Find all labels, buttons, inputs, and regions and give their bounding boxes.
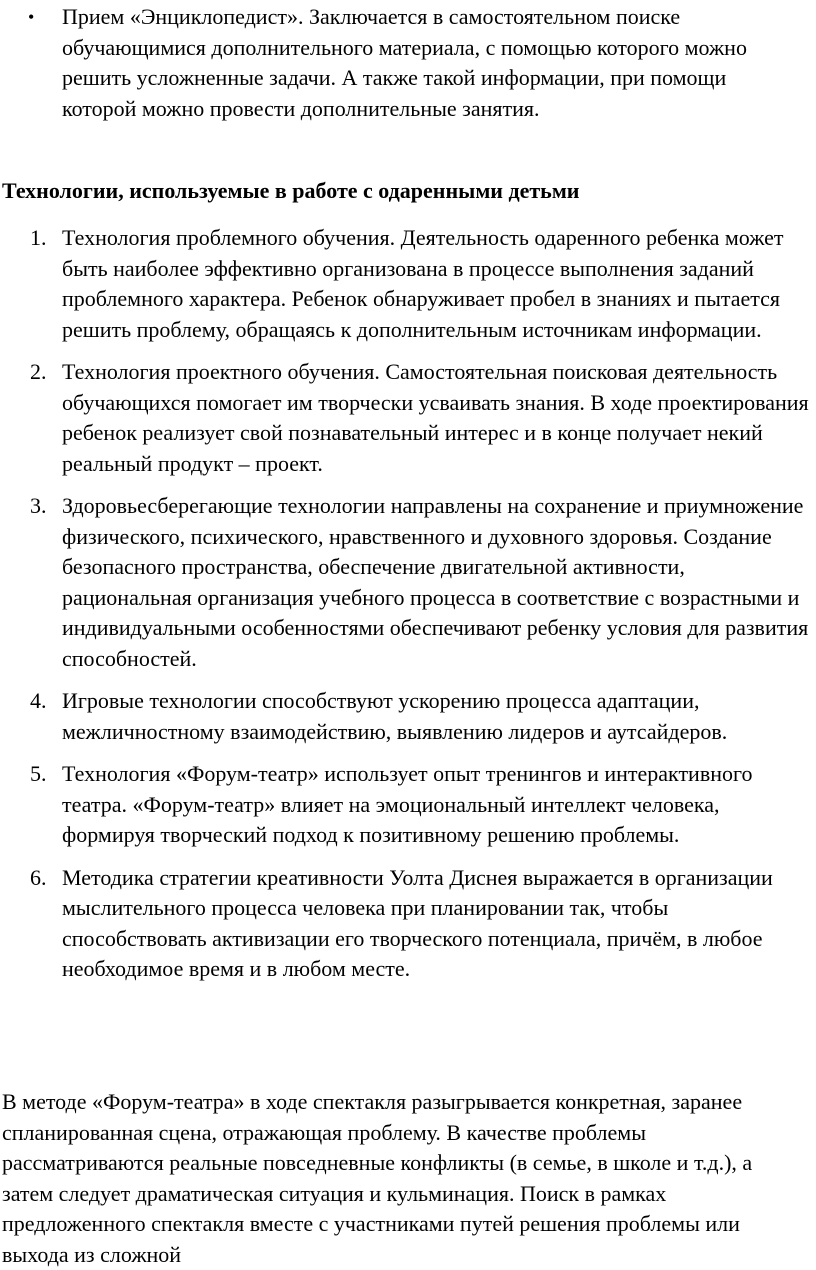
list-number: 4. (30, 688, 47, 713)
list-item (0, 2, 816, 124)
list-number: 5. (30, 761, 47, 786)
bullet-text: Прием «Энциклопедист». Заключается в самостоятельном поиске обучающимися дополнительного материала, с помощью которого можно решить усложненные задачи. А также такой информации, при помощи которой можно провести дополнительные занятия. (62, 4, 747, 121)
list-item (0, 357, 816, 479)
numbered-list (0, 223, 816, 997)
list-item (0, 223, 816, 345)
list-item (0, 686, 816, 747)
list-item-text: Игровые технологии способствуют ускорению процесса адаптации, межличностному взаимодействию, выявлению лидеров и аутсайдеров. (62, 688, 728, 744)
bullet-list (0, 2, 816, 124)
list-item-text: Технология проектного обучения. Самостоятельная поисковая деятельность обучающихся помогает им творчески усваивать знания. В ходе проектирования ребенок реализует свой познавательный интерес и в конце получает некий реальный продукт – проект. (62, 359, 809, 476)
list-number: 3. (30, 493, 47, 518)
section-heading: Технологии, используемые в работе с одаренными детьми (2, 178, 580, 203)
list-number: 6. (30, 864, 47, 890)
bullet-marker: • (28, 7, 35, 27)
list-item-text: Технология «Форум-театр» использует опыт тренингов и интерактивного театра. «Форум-театр» влияет на эмоциональный интеллект человека, формируя творческий подход к позитивному решению проблемы. (62, 761, 753, 847)
list-item-text: Технология проблемного обучения. Деятельность одаренного ребенка может быть наиболее эффективно организована в процессе выполнения заданий проблемного характера. Ребенок обнаруживает пробел в знаниях и пытается решить проблему, обращаясь к дополнительным источникам информации. (62, 225, 784, 342)
list-item (0, 863, 816, 985)
list-number: 1. (30, 225, 47, 250)
list-item-text: Здоровьесберегающие технологии направлены на сохранение и приумножение физического, психического, нравственного и духовного здоровья. Создание безопасного пространства, обеспечение двигательной активности, рациональная организация учебного процесса в соответствие с возрастными и индивидуальными особенностями обеспечивают ребенку условия для развития способностей. (62, 493, 809, 671)
closing-paragraph: В методе «Форум-театра» в ходе спектакля разыгрывается конкретная, заранее спланированная сцена, отражающая проблему. В качестве проблемы рассматриваются реальные повседневные конфликты (в семье, в школе и т.д.), а затем следует драматическая ситуация и кульминация. Поиск в рамках предложенного спектакля вместе с участниками путей решения проблемы или выхода из сложной (2, 1089, 753, 1267)
list-item-text: Методика стратегии креативности Уолта Диснея выражается в организации мыслительного процесса человека при планировании так, чтобы способствовать активизации его творческого потенциала, причём, в любое необходимое время и в любом месте. (62, 864, 773, 981)
list-item (0, 491, 816, 674)
list-item (0, 759, 816, 851)
list-number: 2. (30, 359, 47, 384)
